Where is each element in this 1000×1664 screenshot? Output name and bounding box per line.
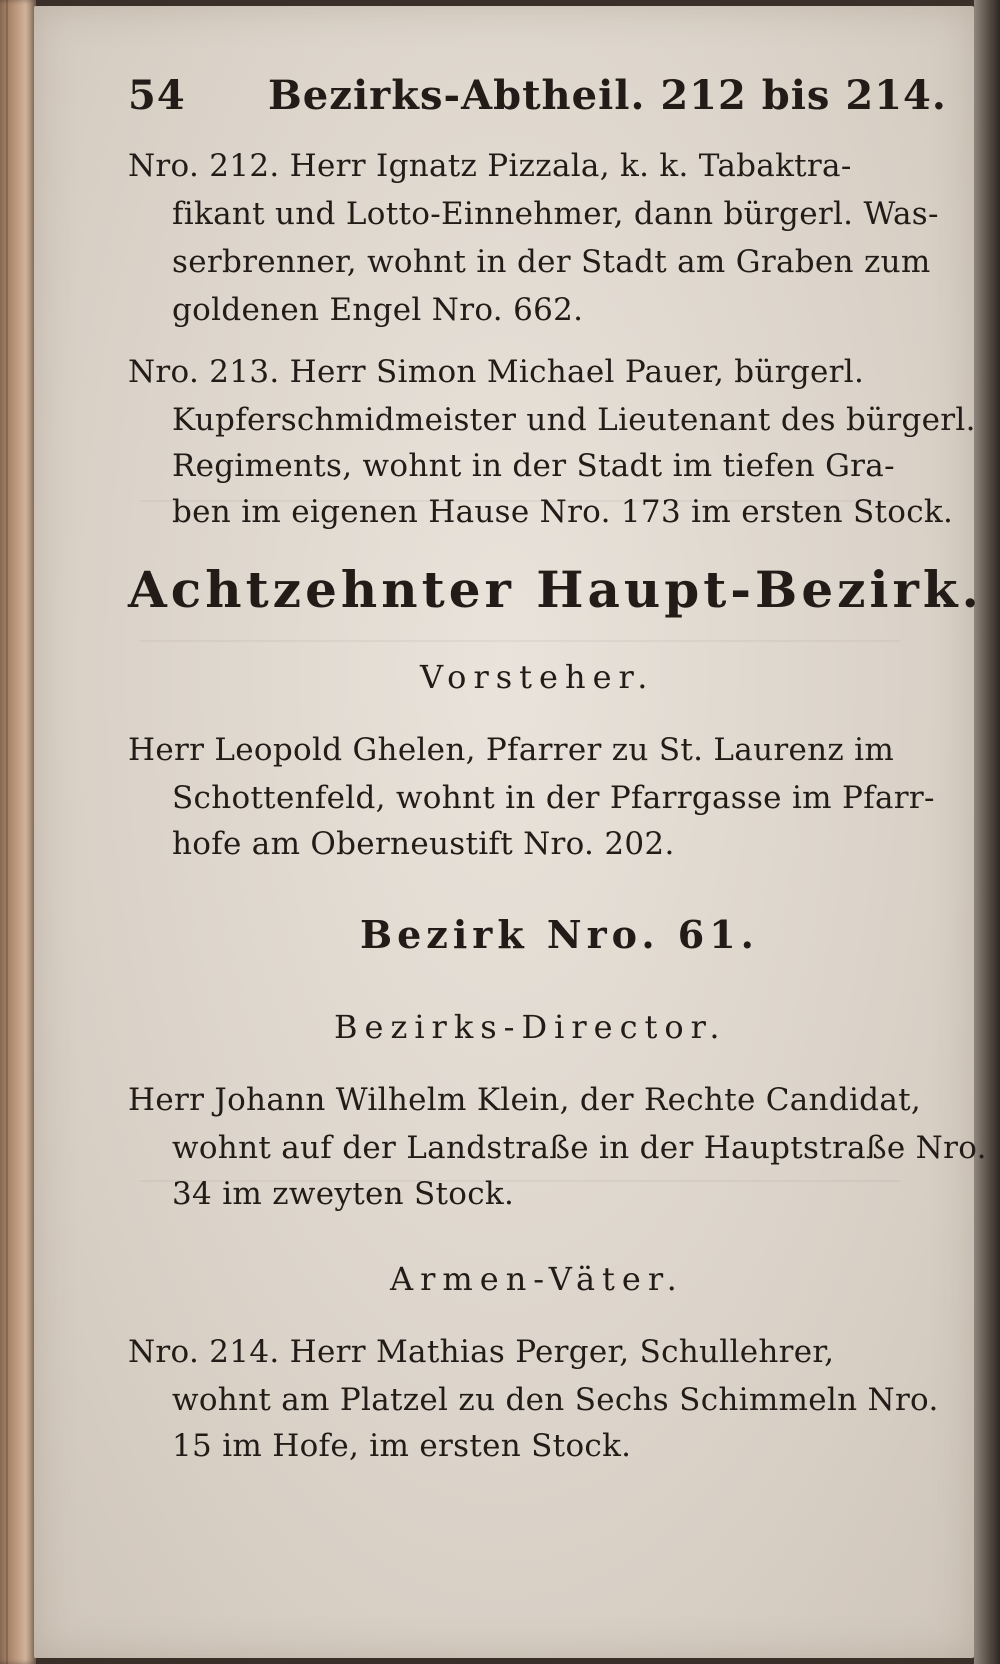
armen-vaeter-heading: Armen-Väter. — [390, 1260, 684, 1298]
director-line-2: wohnt auf der Landstraße in der Hauptstraße Nro. — [172, 1130, 987, 1166]
page-stack-edge — [0, 0, 36, 1664]
bezirk-heading: Bezirk Nro. 61. — [360, 912, 759, 957]
vorsteher-heading: Vorsteher. — [420, 658, 655, 696]
running-title: Bezirks-Abtheil. 212 bis 214. — [268, 72, 947, 119]
entry-212-line-3: serbrenner, wohnt in der Stadt am Graben zum — [172, 244, 931, 280]
entry-214-line-1: Nro. 214. Herr Mathias Perger, Schullehrer, — [128, 1334, 835, 1370]
entry-213-line-4: ben im eigenen Hause Nro. 173 im ersten Stock. — [172, 494, 954, 530]
entry-214-line-2: wohnt am Platzel zu den Sechs Schimmeln Nro. — [172, 1382, 939, 1418]
entry-213-line-1: Nro. 213. Herr Simon Michael Pauer, bürgerl. — [128, 354, 865, 390]
vorsteher-line-3: hofe am Oberneustift Nro. 202. — [172, 826, 675, 862]
page-number: 54 — [128, 72, 186, 119]
entry-212-line-4: goldenen Engel Nro. 662. — [172, 292, 584, 328]
vorsteher-line-2: Schottenfeld, wohnt in der Pfarrgasse im Pfarr- — [172, 780, 935, 816]
right-binding-shadow — [974, 0, 1000, 1664]
director-line-3: 34 im zweyten Stock. — [172, 1176, 515, 1212]
entry-214-line-3: 15 im Hofe, im ersten Stock. — [172, 1428, 632, 1464]
section-title: Achtzehnter Haupt-Bezirk. — [128, 560, 983, 619]
director-line-1: Herr Johann Wilhelm Klein, der Rechte Candidat, — [128, 1082, 922, 1118]
entry-213-line-2: Kupferschmidmeister und Lieutenant des bürgerl. — [172, 402, 976, 438]
show-through-mark — [140, 640, 900, 642]
entry-212-line-1: Nro. 212. Herr Ignatz Pizzala, k. k. Tabaktra- — [128, 148, 852, 184]
director-heading: Bezirks-Director. — [334, 1008, 727, 1046]
vorsteher-line-1: Herr Leopold Ghelen, Pfarrer zu St. Laurenz im — [128, 732, 895, 768]
entry-213-line-3: Regiments, wohnt in der Stadt im tiefen Gra- — [172, 448, 895, 484]
entry-212-line-2: fikant und Lotto-Einnehmer, dann bürgerl. Was- — [172, 196, 939, 232]
